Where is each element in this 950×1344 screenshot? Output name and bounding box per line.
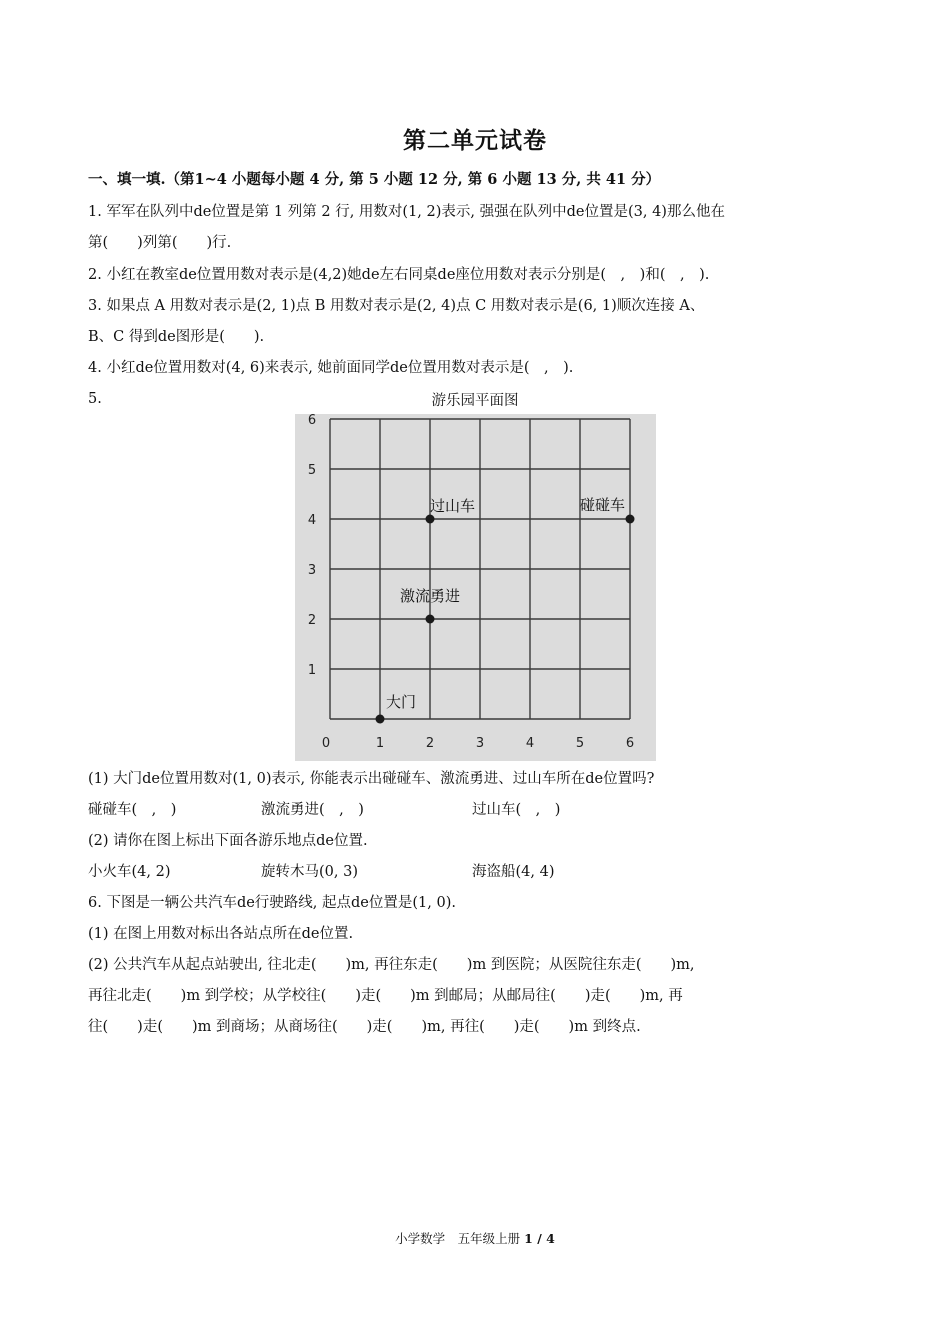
x-tick-label: 1	[375, 736, 385, 751]
x-tick-label: 6	[625, 736, 635, 751]
item-pirate-ship: 海盗船(4, 4)	[472, 864, 555, 880]
y-tick-label: 3	[307, 563, 317, 578]
map-point	[426, 515, 435, 524]
section-heading: 一、填一填.（第1~4 小题每小题 4 分, 第 5 小题 12 分, 第 6 小题 13 分, 共 41 分）	[88, 171, 661, 188]
answer-roller-coaster: 过山车( , )	[472, 802, 561, 818]
y-tick-label: 5	[307, 463, 317, 478]
answer-rafting: 激流勇进( , )	[261, 802, 364, 818]
y-tick-label: 6	[307, 414, 317, 428]
item-carousel: 旋转木马(0, 3)	[261, 864, 358, 880]
question-4: 4. 小红de位置用数对(4, 6)来表示, 她前面同学de位置用数对表示是( , ).	[88, 360, 574, 376]
question-6-sub-2-line-2: 再往北走( )m 到学校；从学校往( )走( )m 到邮局；从邮局往( )走( )m, 再	[88, 988, 683, 1004]
x-tick-label: 0	[321, 736, 331, 751]
coordinate-grid	[295, 414, 656, 761]
page-title: 第二单元试卷	[403, 127, 547, 154]
figure-caption: 游乐园平面图	[431, 393, 519, 409]
map-point	[626, 515, 635, 524]
x-tick-label: 2	[425, 736, 435, 751]
question-5-number: 5.	[88, 391, 102, 407]
map-point	[426, 615, 435, 624]
map-point-label: 大门	[386, 693, 417, 711]
footer-subject: 小学数学 五年级上册	[395, 1231, 521, 1246]
question-3-line-2: B、C 得到de图形是( ).	[88, 329, 265, 345]
question-5-sub-2: (2) 请你在图上标出下面各游乐地点de位置.	[88, 833, 368, 849]
park-map-figure	[295, 414, 656, 761]
question-6-sub-2-line-3: 往( )走( )m 到商场；从商场往( )走( )m, 再往( )走( )m 到终点.	[88, 1019, 641, 1035]
map-point-label: 过山车	[430, 497, 476, 515]
question-1-line-2: 第( )列第( )行.	[88, 235, 232, 251]
question-6: 6. 下图是一辆公共汽车de行驶路线, 起点de位置是(1, 0).	[88, 895, 456, 911]
item-little-train: 小火车(4, 2)	[88, 864, 171, 880]
y-tick-label: 4	[307, 513, 317, 528]
footer-page-number: 1 / 4	[524, 1231, 555, 1246]
answer-bumper-car: 碰碰车( , )	[88, 802, 177, 818]
y-tick-label: 2	[307, 613, 317, 628]
question-3-line-1: 3. 如果点 A 用数对表示是(2, 1)点 B 用数对表示是(2, 4)点 C 用数对表示是(6, 1)顺次连接 A、	[88, 298, 705, 314]
question-5-sub-1: (1) 大门de位置用数对(1, 0)表示, 你能表示出碰碰车、激流勇进、过山车所在de位置吗?	[88, 771, 655, 787]
map-point-label: 激流勇进	[399, 587, 461, 605]
page-footer	[0, 1229, 950, 1247]
x-tick-label: 3	[475, 736, 485, 751]
figure-background	[295, 414, 656, 761]
map-point	[376, 715, 385, 724]
x-tick-label: 4	[525, 736, 535, 751]
map-point-label: 碰碰车	[579, 496, 625, 514]
question-2: 2. 小红在教室de位置用数对表示是(4,2)她de左右同桌de座位用数对表示分别是( , )和( , ).	[88, 267, 710, 283]
y-tick-label: 1	[307, 663, 317, 678]
question-6-sub-2-line-1: (2) 公共汽车从起点站驶出, 往北走( )m, 再往东走( )m 到医院；从医院往东走( )m,	[88, 957, 695, 973]
question-6-sub-1: (1) 在图上用数对标出各站点所在de位置.	[88, 926, 354, 942]
question-1-line-1: 1. 军军在队列中de位置是第 1 列第 2 行, 用数对(1, 2)表示, 强强在队列中de位置是(3, 4)那么他在	[88, 204, 725, 220]
x-tick-label: 5	[575, 736, 585, 751]
